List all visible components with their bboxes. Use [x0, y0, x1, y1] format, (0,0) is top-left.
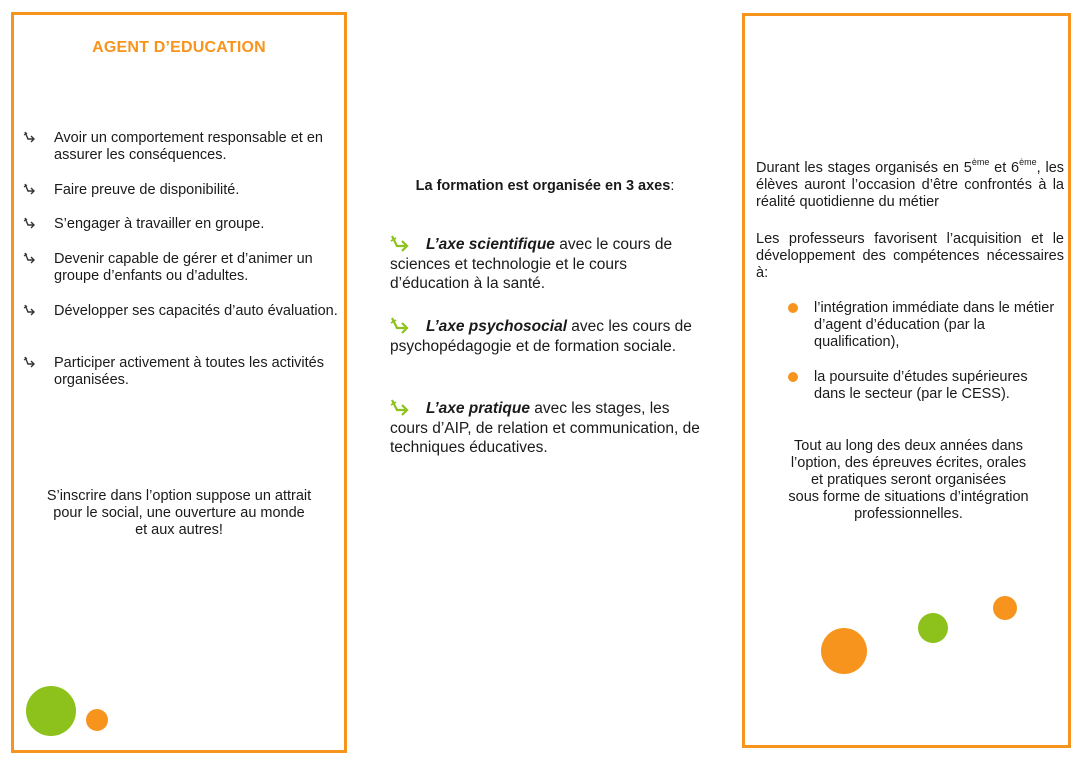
closing-line: sous forme de situations d’intégration — [788, 489, 1029, 505]
heading-text: La formation est organisée en 3 axes — [415, 178, 671, 194]
decorative-orange-circle — [993, 596, 1017, 620]
axis-name: L’axe pratique — [426, 400, 530, 417]
goal-item — [22, 182, 340, 199]
hooked-arrow-icon — [22, 130, 38, 146]
green-arrow-icon — [390, 316, 412, 334]
orange-dot-icon — [788, 303, 798, 313]
axis-item — [390, 398, 702, 458]
intro-text: et 6 — [989, 160, 1020, 176]
list-item — [788, 369, 1058, 403]
axis-item — [390, 316, 702, 356]
list-item — [788, 300, 1058, 351]
axis-name: L’axe scientifique — [426, 236, 555, 253]
intro-paragraph — [756, 157, 1065, 211]
axis-name: L’axe psychosocial — [426, 318, 567, 335]
hooked-arrow-icon — [22, 182, 38, 198]
goal-text: Participer activement à toutes les activités organisées. — [54, 355, 324, 388]
goal-item — [22, 251, 340, 285]
left-panel — [11, 12, 347, 753]
axis-item — [390, 234, 702, 294]
intro-text: Durant les stages organisés en 5 — [756, 160, 972, 176]
closing-line: professionnelles. — [854, 506, 963, 522]
closing-text — [14, 488, 344, 539]
closing-text — [745, 438, 1068, 523]
goal-text: Avoir un comportement responsable et en assurer les conséquences. — [54, 130, 323, 163]
closing-line: l’option, des épreuves écrites, orales — [790, 455, 1027, 471]
middle-heading — [390, 178, 700, 194]
competences-paragraph: Les professeurs favorisent l’acquisition et le développement des compétences nécessaires à: — [756, 231, 1064, 281]
goal-text: S’engager à travailler en groupe. — [54, 216, 265, 232]
decorative-green-circle — [26, 686, 76, 736]
right-panel — [742, 13, 1071, 748]
goal-item — [22, 355, 340, 389]
goal-item — [22, 303, 340, 320]
green-arrow-icon — [390, 234, 412, 252]
goal-text: Développer ses capacités d’auto évaluation. — [54, 303, 338, 319]
closing-line: S’inscrire dans l’option suppose un attrait — [46, 488, 312, 504]
closing-line: pour le social, une ouverture au monde — [53, 505, 305, 521]
closing-line: Tout au long des deux années dans — [794, 438, 1023, 454]
intro-text: , les élèves auront l’occasion d’être confrontés à la réalité quotidienne du métier — [756, 160, 1065, 210]
orange-dot-icon — [788, 372, 798, 382]
closing-line: et aux autres! — [135, 522, 223, 538]
closing-line: et pratiques seront organisées — [810, 472, 1007, 488]
decorative-green-circle — [918, 613, 948, 643]
green-arrow-icon — [390, 398, 412, 416]
hooked-arrow-icon — [22, 355, 38, 371]
heading-suffix: : — [670, 178, 675, 194]
goal-item — [22, 216, 340, 233]
axis-text: avec les cours de psychopédagogie et de formation sociale. — [390, 318, 692, 355]
axis-text: avec les stages, les cours d’AIP, de relation et communication, de techniques éducatives. — [390, 400, 700, 456]
goal-item — [22, 130, 340, 164]
goal-text: Devenir capable de gérer et d’animer un groupe d’enfants ou d’adultes. — [54, 251, 313, 284]
hooked-arrow-icon — [22, 303, 38, 319]
panel-title: AGENT D’EDUCATION — [92, 39, 266, 56]
goal-text: Faire preuve de disponibilité. — [54, 182, 240, 198]
list-item-text: l’intégration immédiate dans le métier d’agent d’éducation (par la qualification), — [814, 300, 1055, 350]
list-item-text: la poursuite d’études supérieures dans le secteur (par le CESS). — [814, 369, 1028, 402]
hooked-arrow-icon — [22, 216, 38, 232]
hooked-arrow-icon — [22, 251, 38, 267]
superscript: ème — [971, 157, 990, 167]
superscript: ème — [1019, 157, 1037, 167]
decorative-orange-circle — [86, 709, 108, 731]
axis-text: avec le cours de sciences et technologie et le cours d’éducation à la santé. — [390, 236, 673, 292]
decorative-orange-circle — [821, 628, 867, 674]
